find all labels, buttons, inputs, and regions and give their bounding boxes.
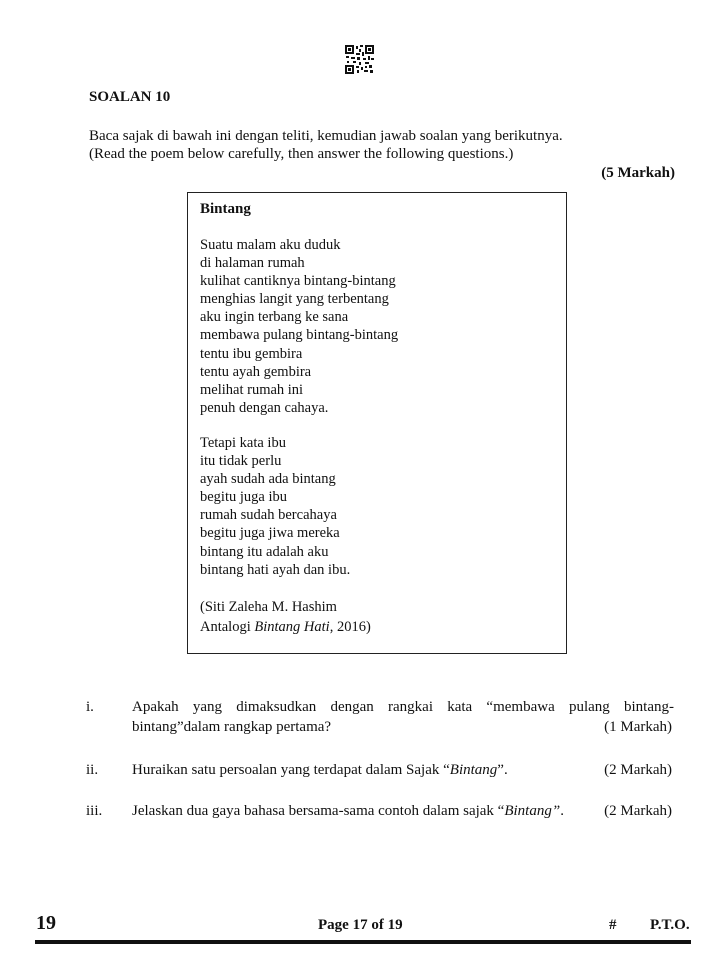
- poem-box: [187, 192, 567, 654]
- subquestion-number: ii.: [86, 762, 99, 778]
- poem-line: di halaman rumah: [200, 255, 305, 272]
- poem-line: aku ingin terbang ke sana: [200, 309, 349, 326]
- poem-source-suffix: , 2016): [329, 619, 371, 635]
- subquestion-marks: (1 Markah): [604, 719, 672, 735]
- footer-rule: [35, 940, 691, 944]
- subquestion-text-before: Jelaskan dua gaya bahasa bersama-sama contoh dalam sajak “: [132, 803, 505, 819]
- subquestion-text-after: ”.: [497, 762, 508, 778]
- question-heading: SOALAN 10: [89, 89, 171, 105]
- poem-stanza-2: [200, 434, 350, 579]
- poem-line: bintang itu adalah aku: [200, 543, 329, 560]
- footer-pto: P.T.O.: [650, 917, 690, 933]
- poem-line: menghias langit yang terbentang: [200, 291, 389, 308]
- subquestion-text: [132, 802, 674, 822]
- instruction-english: (Read the poem below carefully, then answer the following questions.): [89, 146, 514, 162]
- subquestion-marks: (2 Markah): [604, 762, 672, 778]
- poem-line: itu tidak perlu: [200, 453, 282, 470]
- poem-line: membawa pulang bintang-bintang: [200, 327, 399, 344]
- poem-line: tentu ibu gembira: [200, 345, 303, 362]
- footer-number: 19: [36, 912, 56, 934]
- poem-source-title: Bintang Hati: [254, 619, 330, 635]
- subquestion-number: iii.: [86, 803, 103, 819]
- poem-line: bintang hati ayah dan ibu.: [200, 561, 351, 578]
- footer-hash: #: [609, 917, 617, 933]
- instructions: [89, 127, 563, 163]
- subquestion-text-after: .: [560, 803, 564, 819]
- subquestion-text-before: Huraikan satu persoalan yang terdapat dalam Sajak “: [132, 762, 450, 778]
- poem-line: kulihat cantiknya bintang-bintang: [200, 273, 396, 290]
- poem-line: ayah sudah ada bintang: [200, 471, 336, 488]
- poem-stanza-1: [200, 236, 398, 417]
- poem-line: begitu juga ibu: [200, 489, 287, 506]
- subquestion-text-line2: bintang”dalam rangkap pertama?: [132, 719, 332, 735]
- poem-source-prefix: Antalogi: [200, 619, 255, 635]
- poem-credit: [200, 597, 371, 637]
- poem-line: Suatu malam aku duduk: [200, 237, 341, 253]
- poem-line: rumah sudah bercahaya: [200, 507, 337, 524]
- page-number: Page 17 of 19: [318, 917, 403, 933]
- subquestion-marks: (2 Markah): [604, 803, 672, 819]
- subquestion-text-italic: Bintang: [449, 762, 498, 778]
- poem-line: tentu ayah gembira: [200, 363, 312, 380]
- poem-line: melihat rumah ini: [200, 381, 304, 398]
- poem-line: Tetapi kata ibu: [200, 435, 286, 451]
- poem-line: penuh dengan cahaya.: [200, 399, 329, 416]
- subquestion-text-italic: Bintang”: [504, 803, 561, 819]
- subquestion-number: i.: [86, 699, 94, 715]
- poem-author: (Siti Zaleha M. Hashim: [200, 599, 337, 615]
- subquestion-text-line1: Apakah yang dimaksudkan dengan rangkai kata “membawa pulang bintang-: [132, 699, 674, 715]
- total-marks: (5 Markah): [601, 165, 675, 181]
- qr-code-icon: [345, 45, 374, 74]
- poem-line: begitu juga jiwa mereka: [200, 525, 340, 542]
- subquestion-text: [132, 761, 674, 781]
- poem-title: Bintang: [200, 201, 251, 217]
- poem-source: [200, 617, 371, 637]
- instruction-malay: Baca sajak di bawah ini dengan teliti, kemudian jawab soalan yang berikutnya.: [89, 128, 563, 144]
